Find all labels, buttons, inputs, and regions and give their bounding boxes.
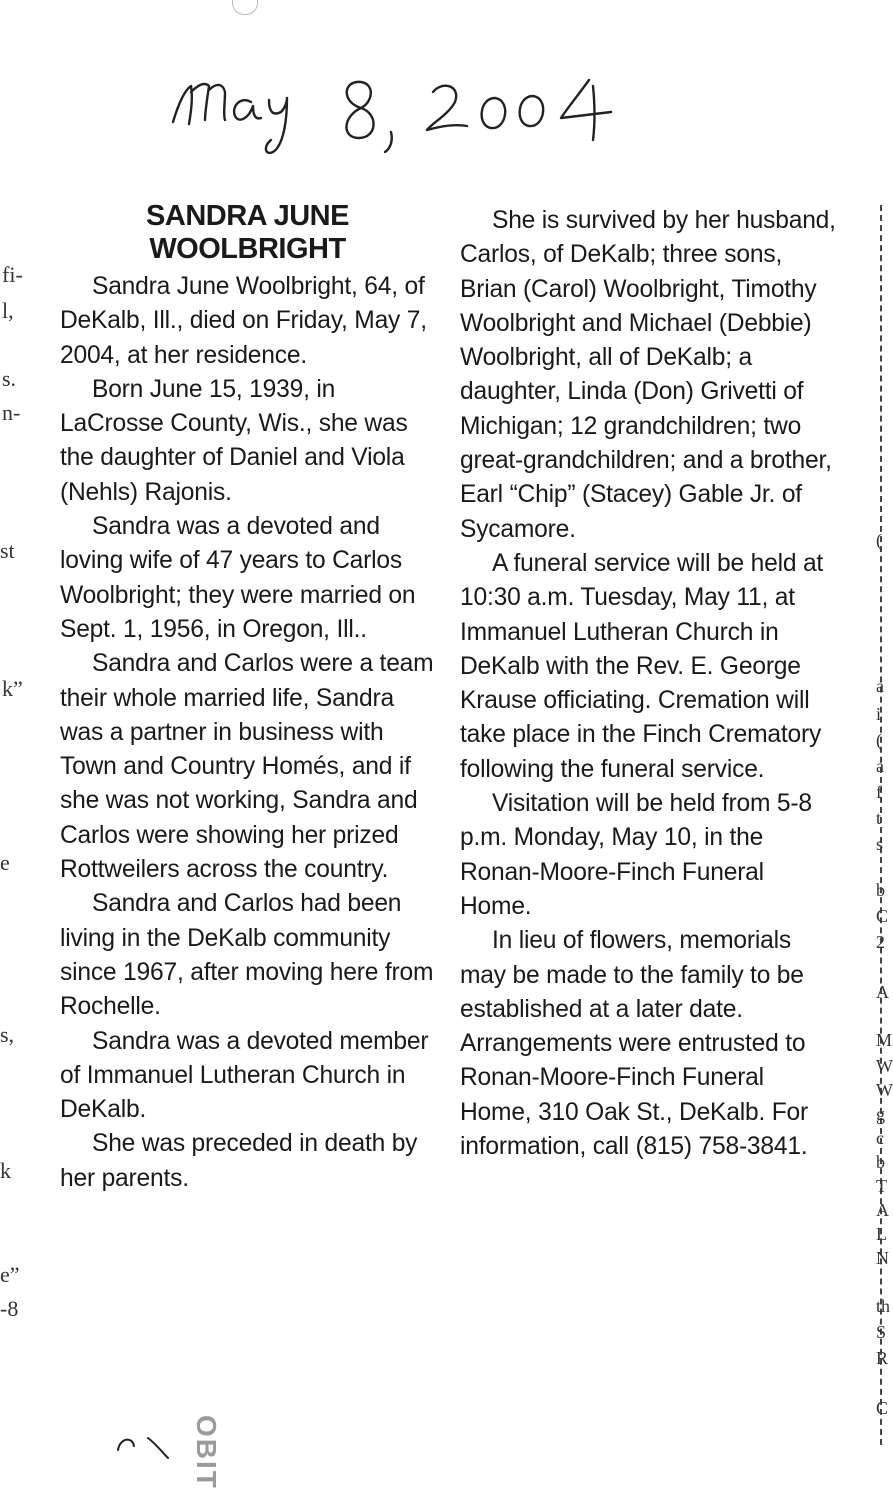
right-fragment: M [876, 1030, 893, 1050]
headline-line-1: SANDRA JUNE [146, 200, 349, 232]
right-fragment: R [876, 1348, 889, 1368]
right-fragment: 2 [876, 932, 885, 952]
paragraph-funeral: A funeral service will be held at 10:30 a.m. Tuesday, May 11, at Immanuel Lutheran Church in DeKalb with the Rev. E. George Krause officiating. Cremation will take place in the Finch Crematory following the funeral service. [460, 549, 824, 783]
obituary-headline [60, 200, 435, 266]
right-fragment: s [876, 834, 884, 854]
left-fragment: n- [2, 400, 21, 425]
right-fragment: C [876, 906, 889, 926]
right-fragment: t [876, 808, 882, 828]
punch-hole [232, 0, 258, 15]
headline-line-2: WOOLBRIGHT [149, 233, 346, 265]
paragraph-survivors: She is survived by her husband, Carlos, of DeKalb; three sons, Brian (Carol) Woolbright, Timothy Woolbright and Michael (Debbie) Woolbright, all of DeKalb; a daughter, Linda (Don) Grivetti of Michigan; 12 grandchildren; two great-grandchildren; and a brother, Earl “Chip” (Stacey) Gable Jr. of Sycamore. [460, 207, 836, 543]
paragraph-memorials: In lieu of flowers, memorials may be made to the family to be established at a later date. Arrangements were entrusted to Ronan-Moore-Finch Funeral Home, 310 Oak St., DeKalb. For information, call (815) 758-3841. [460, 927, 809, 1161]
paragraph-birth: Born June 15, 1939, in LaCrosse County, Wis., she was the daughter of Daniel and Viola (Nehls) Rajonis. [60, 375, 408, 506]
handwriting-svg [165, 62, 625, 172]
handwritten-date [165, 62, 625, 172]
paragraph-visitation: Visitation will be held from 5-8 p.m. Monday, May 10, in the Ronan-Moore-Finch Funeral Home. [460, 790, 812, 920]
paragraph-residence: Sandra and Carlos had been living in the DeKalb community since 1967, after moving here from Rochelle. [60, 890, 434, 1021]
paragraph-marriage: Sandra was a devoted and loving wife of 47 years to Carlos Woolbright; they were married on Sept. 1, 1956, in Oregon, Ill.. [60, 513, 416, 643]
right-fragment: i [876, 704, 882, 724]
right-fragment: a [876, 756, 884, 776]
right-fragment: f [876, 782, 882, 802]
obituary-left-column [60, 200, 435, 1196]
right-fragment: W [876, 1056, 893, 1076]
paragraph-business: Sandra and Carlos were a team their whole married life, Sandra was a partner in business with Town and Country Homés, and if she was not working, Sandra and Carlos were showing her prized Rottweilers across the country. [60, 650, 434, 884]
left-fragment: e” [0, 1262, 20, 1287]
left-fragment: k” [2, 676, 23, 701]
right-fragment: C [876, 1398, 889, 1418]
left-fragment: -8 [0, 1296, 19, 1321]
right-fragment: ( [876, 730, 882, 750]
paragraph-church: Sandra was a devoted member of Immanuel Lutheran Church in DeKalb. [60, 1027, 429, 1124]
right-fragment: S [876, 1322, 887, 1342]
paragraph-death-notice: Sandra June Woolbright, 64, of DeKalb, Ill., died on Friday, May 7, 2004, at her residence. [60, 273, 427, 369]
left-fragment: fi- [2, 262, 23, 287]
right-fragment: b [876, 1152, 885, 1172]
left-fragment: l, [2, 298, 14, 323]
right-fragment: th [876, 1296, 891, 1316]
page-mark-svg [112, 1430, 182, 1460]
left-fragment: s, [0, 1022, 15, 1047]
left-fragment: e [0, 850, 10, 875]
right-fragment: A [876, 982, 889, 1002]
right-fragment: W [876, 1080, 893, 1100]
obituary-right-column [460, 204, 840, 1164]
right-fragment: N [876, 1248, 889, 1268]
left-fragment: s. [2, 366, 17, 391]
left-fragment: k [0, 1158, 11, 1183]
right-fragment: A [876, 1200, 889, 1220]
paragraph-preceded: She was preceded in death by her parents. [60, 1130, 418, 1192]
obit-stamp: OBIT [191, 1415, 222, 1490]
right-fragment: b [876, 880, 885, 900]
right-fragment: g [876, 1104, 885, 1124]
right-fragment: T [876, 1176, 887, 1196]
handwritten-page-mark [112, 1430, 182, 1460]
right-fragment: ( [876, 530, 882, 550]
left-fragment: st [0, 538, 15, 563]
right-fragment: c [876, 1128, 884, 1148]
right-fragment: L [876, 1224, 887, 1244]
right-fragment: a [876, 676, 884, 696]
